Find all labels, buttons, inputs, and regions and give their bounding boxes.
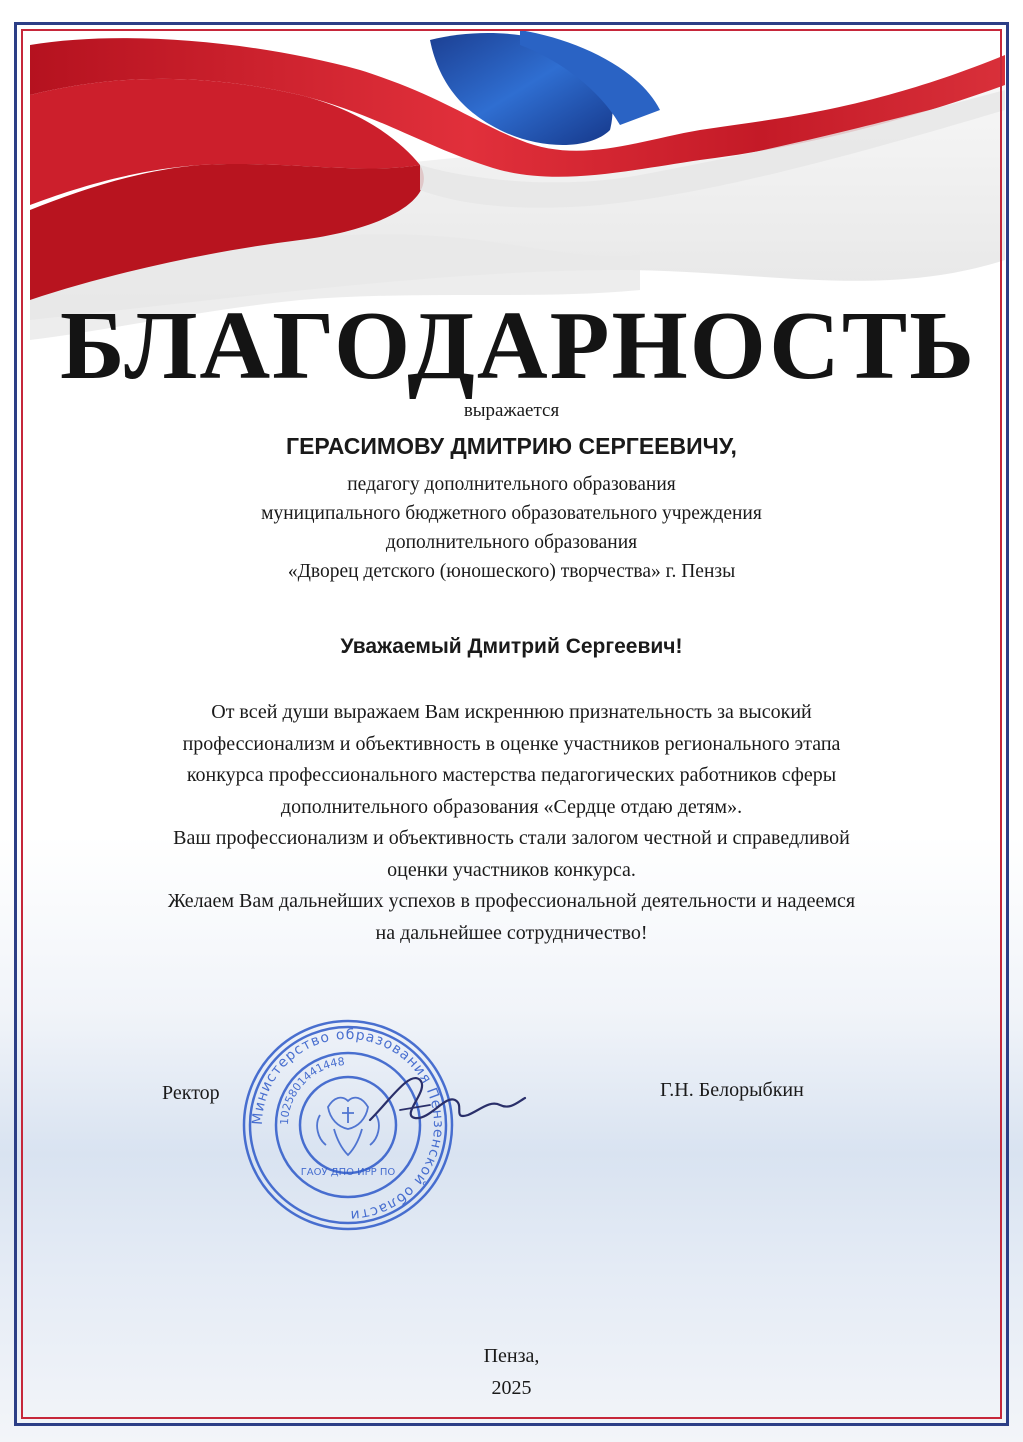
body-line: От всей души выражаем Вам искреннюю признательность за высокий — [211, 701, 812, 723]
greeting: Уважаемый Дмитрий Сергеевич! — [340, 635, 683, 658]
document-title: БЛАГОДАРНОСТЬ — [60, 292, 977, 400]
signatory-name: Г.Н. Белорыбкин — [660, 1079, 804, 1101]
recipient-position — [60, 470, 963, 586]
position-line: «Дворец детского (юношеского) творчества» г. Пензы — [287, 561, 736, 582]
svg-text:ГАОУ ДПО ИРР ПО: ГАОУ ДПО ИРР ПО — [300, 1167, 396, 1178]
body-text — [50, 697, 973, 949]
expresses-line: выражается — [463, 400, 560, 421]
handwritten-signature — [360, 1060, 530, 1140]
body-line: на дальнейшее сотрудничество! — [375, 921, 648, 944]
year: 2025 — [491, 1377, 532, 1399]
svg-text:Министерство образования Пензе: Министерство образования Пензенской области — [249, 1026, 447, 1224]
recipient-name: ГЕРАСИМОВУ ДМИТРИЮ СЕРГЕЕВИЧУ, — [286, 433, 737, 459]
body-line: Ваш профессионализм и объективность стали залогом честной и справедливой — [173, 827, 850, 849]
body-line: дополнительного образования «Сердце отдаю детям». — [280, 795, 743, 818]
signatory-role: Ректор — [162, 1082, 220, 1104]
body-line: Желаем Вам дальнейших успехов в профессиональной деятельности и надеемся — [167, 890, 856, 912]
place: Пенза, — [483, 1345, 540, 1367]
body-line: конкурса профессионального мастерства педагогических работников сферы — [186, 764, 837, 786]
position-line: педагогу дополнительного образования — [347, 474, 676, 495]
body-line: профессионализм и объективность в оценке участников регионального этапа — [182, 732, 841, 755]
position-line: дополнительного образования — [385, 532, 638, 553]
svg-text:1025801441448: 1025801441448 — [277, 1055, 346, 1126]
position-line: муниципального бюджетного образовательного учреждения — [261, 503, 762, 524]
place-and-year — [0, 1340, 1023, 1404]
body-line: оценки участников конкурса. — [387, 858, 636, 881]
